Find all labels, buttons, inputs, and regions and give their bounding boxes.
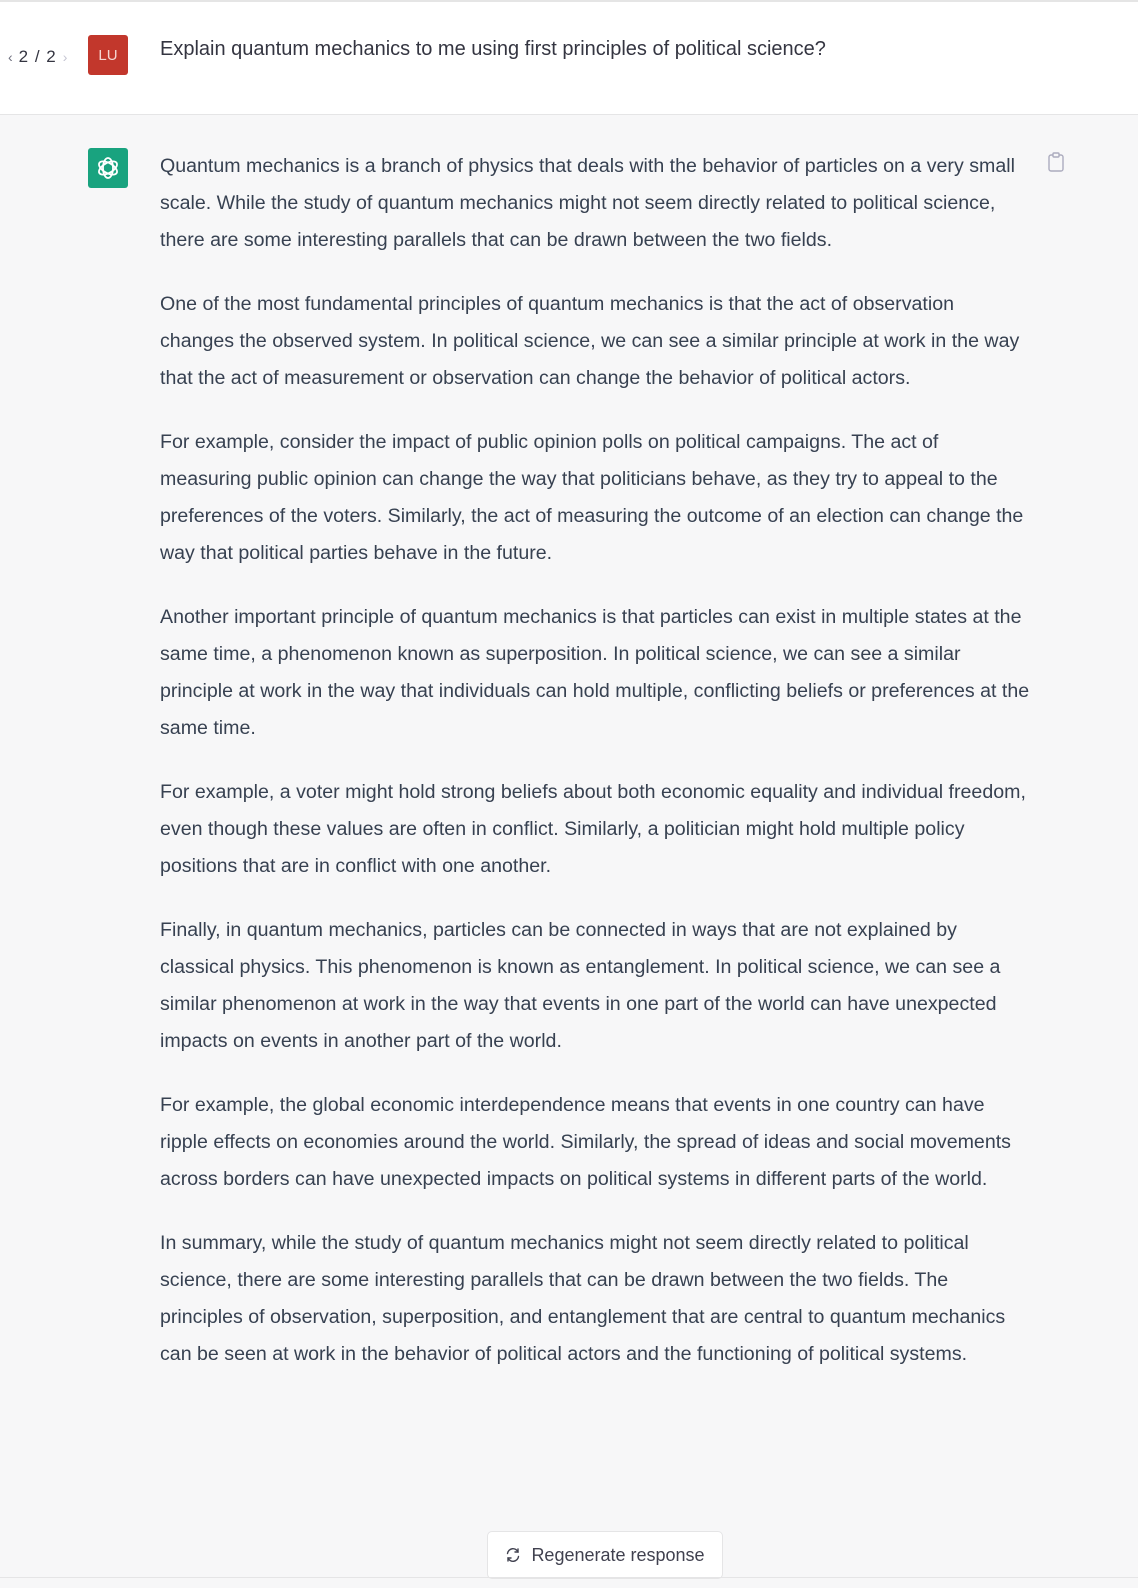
answer-paragraph: Finally, in quantum mechanics, particles can be connected in ways that are not explained by classical physics. This phenomenon is known as entanglement. In political science, we can see a similar phenomenon at work in the way that events in one part of the world can have unexpected impacts on events in another part of the world. — [160, 919, 1001, 1052]
answer-paragraph: For example, a voter might hold strong beliefs about both economic equality and individual freedom, even though these values are often in conflict. Similarly, a politician might hold multiple policy positions that are in conflict with one another. — [160, 781, 1026, 877]
bottom-divider — [0, 1577, 1138, 1578]
answer-paragraph: Quantum mechanics is a branch of physics that deals with the behavior of particles on a very small scale. While the study of quantum mechanics might not seem directly related to political science, there are some interesting parallels that can be drawn between the two fields. — [160, 155, 1015, 251]
answer-paragraph: For example, the global economic interdependence means that events in one country can have ripple effects on economies around the world. Similarly, the spread of ideas and social movements across borders can have unexpected impacts on political systems in different parts of the world. — [160, 1094, 1011, 1190]
pager-count: 2 / 2 — [18, 47, 57, 66]
openai-logo-icon — [94, 154, 122, 182]
answer-paragraph: In summary, while the study of quantum mechanics might not seem directly related to political science, there are some interesting parallels that can be drawn between the two fields. The principles of observation, superposition, and entanglement that are central to quantum mechanics can be seen at work in the behavior of political actors and the functioning of political systems. — [160, 1232, 1006, 1365]
answer-paragraph: For example, consider the impact of public opinion polls on political campaigns. The act of measuring public opinion can change the way that politicians behave, as they try to appeal to the preferences of the voters. Similarly, the act of measuring the outcome of an election can change the way that political parties behave in the future. — [160, 431, 1024, 564]
assistant-avatar — [88, 148, 128, 188]
answer-paragraph: One of the most fundamental principles of quantum mechanics is that the act of observation changes the observed system. In political science, we can see a similar principle at work in the way that the act of measurement or observation can change the behavior of political actors. — [160, 293, 1020, 389]
answer-paragraph: Another important principle of quantum mechanics is that particles can exist in multiple states at the same time, a phenomenon known as superposition. In political science, we can see a similar principle at work in the way that individuals can hold multiple, conflicting beliefs or preferences at the same time. — [160, 606, 1030, 739]
chevron-left-icon[interactable]: ‹ — [8, 49, 13, 65]
regenerate-label: Regenerate response — [531, 1544, 705, 1565]
refresh-icon — [505, 1547, 521, 1563]
user-message-row — [0, 2, 1138, 115]
response-pager — [4, 47, 71, 67]
chevron-right-icon[interactable]: › — [62, 49, 68, 65]
user-message: Explain quantum mechanics to me using first principles of political science? — [160, 38, 826, 60]
user-avatar: LU — [88, 35, 128, 75]
clipboard-icon[interactable] — [1048, 152, 1064, 172]
assistant-message — [160, 148, 1030, 1400]
regenerate-response-button[interactable] — [487, 1531, 723, 1579]
